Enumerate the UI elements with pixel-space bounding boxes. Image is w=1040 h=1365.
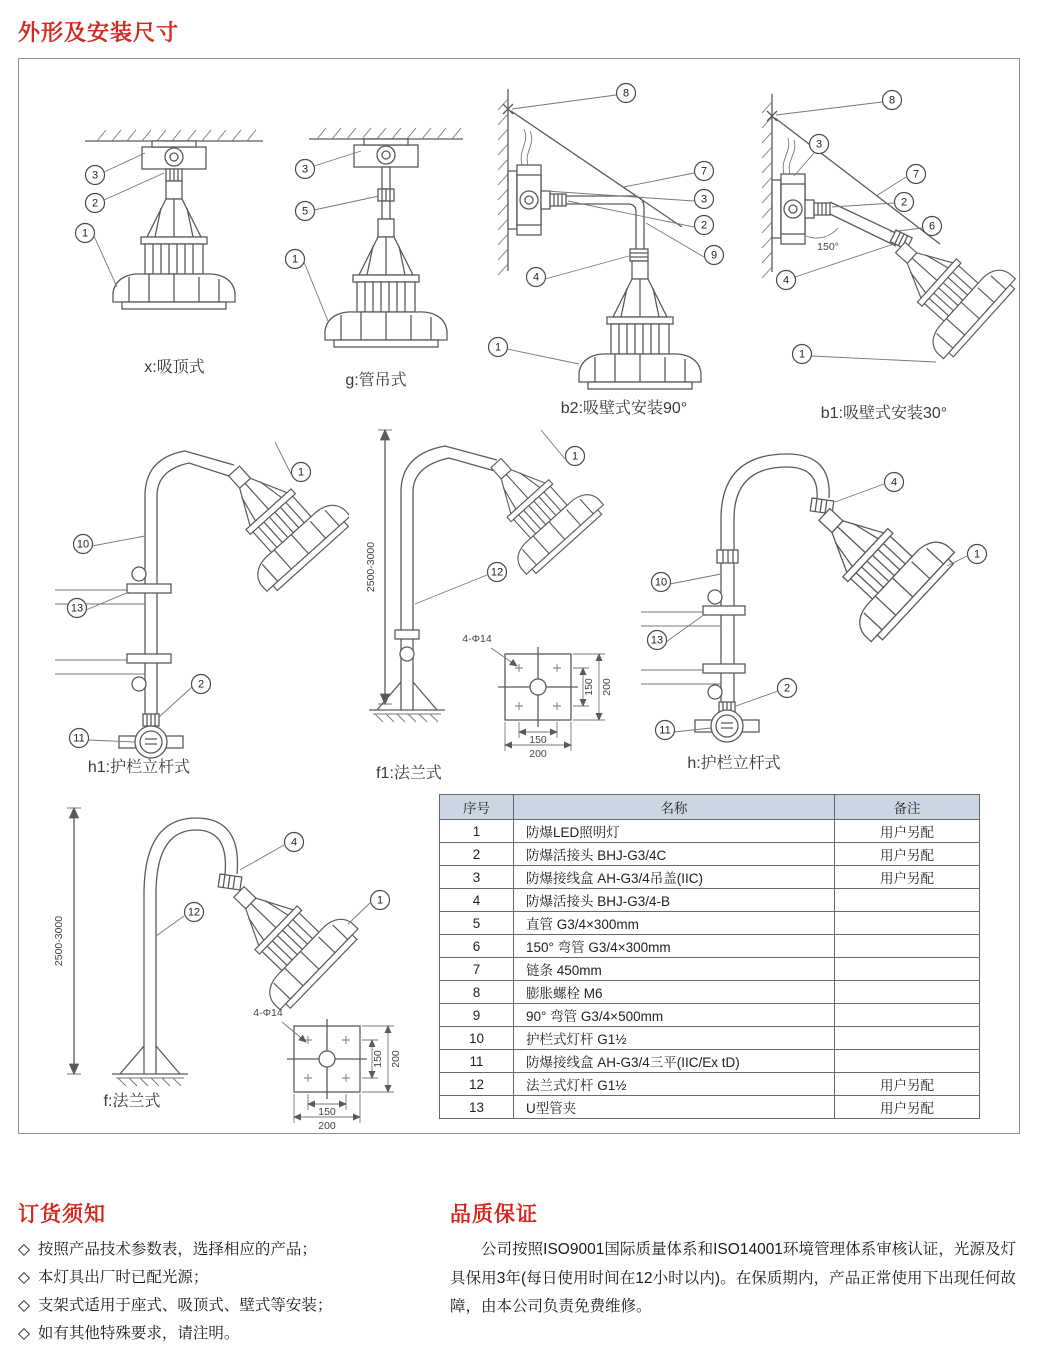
table-row [440,981,980,1004]
table-row [440,889,980,912]
junction-box-drawing [772,174,814,244]
cell-note [835,889,980,912]
list-item [18,1264,332,1292]
flange-detail [253,1007,402,1132]
callout [296,151,362,179]
table-row [440,958,980,981]
diagram-b1-drawing [744,84,1024,406]
svg-text:4: 4 [290,836,298,849]
cell-note [835,1050,980,1073]
hole-label: 4-Φ14 [462,633,492,645]
union-drawing [550,194,566,206]
lamp-drawing [192,433,349,596]
cell-note [835,1027,980,1050]
angle-label: 150° [817,241,839,253]
diagram-caption: f1:法兰式 [376,765,442,782]
dim-150: 150 [529,734,547,746]
cell-no: 4 [440,889,514,912]
quality-title: 品质保证 [450,1203,538,1226]
callout [76,224,118,288]
cell-name: 法兰式灯杆 G1½ [514,1073,835,1096]
cell-no: 6 [440,935,514,958]
svg-text:12: 12 [490,566,504,579]
diamond-bullet-icon: ◇ [18,1241,30,1258]
svg-text:2: 2 [700,219,708,232]
list-item-text: 按照产品技术参数表，选择相应的产品； [37,1241,317,1258]
svg-text:3: 3 [301,163,309,176]
callout [348,891,390,925]
cell-no: 5 [440,912,514,935]
diagram-f-drawing [44,794,424,1134]
callout [68,592,130,618]
callout [652,573,722,592]
svg-text:8: 8 [622,87,630,100]
dim-200: 200 [601,678,613,696]
svg-text:10: 10 [654,576,668,589]
svg-text:7: 7 [912,168,920,181]
cell-note: 用户另配 [835,820,980,843]
table-row [440,1096,980,1119]
lamp-drawing [325,219,447,347]
cell-note [835,958,980,981]
parts-table [439,794,980,1119]
svg-text:6: 6 [928,220,936,233]
cell-name: 90° 弯管 G3/4×500mm [514,1004,835,1027]
diagram-g-drawing [271,111,481,383]
callout [876,165,926,197]
cell-note: 用户另配 [835,1096,980,1119]
lamp-drawing [113,181,235,309]
diagram-caption: h:护栏立杆式 [687,755,781,772]
junction-box-drawing [142,141,206,169]
cell-name: 链条 450mm [514,958,835,981]
table-header-row [440,795,980,820]
callout [74,535,146,554]
page-title: 外形及安装尺寸 [18,20,180,45]
list-item [18,1320,332,1348]
callout [947,545,987,567]
col-header-no: 序号 [440,795,514,820]
callout [489,338,580,365]
col-header-note: 备注 [835,795,980,820]
diagram-caption: h1:护栏立杆式 [87,759,191,776]
svg-text:12: 12 [187,906,201,919]
svg-text:11: 11 [659,724,671,737]
callout [835,473,904,503]
union-drawing [166,169,182,181]
cell-no: 13 [440,1096,514,1119]
diagram-caption: b2:吸壁式安装90° [560,400,688,417]
cell-no: 7 [440,958,514,981]
cell-name: 150° 弯管 G3/4×300mm [514,935,835,958]
diagram-h1-guardrail-pole [49,424,349,784]
junction-box-drawing [354,139,418,167]
lamp-drawing [783,470,960,647]
table-row [440,1027,980,1050]
height-dimension: 2500-3000 [53,915,65,967]
svg-text:4: 4 [890,476,898,489]
callout [275,442,311,482]
ordering-list [18,1236,332,1348]
callout [415,563,507,605]
cell-name: 防爆接线盒 AH-G3/4三平(IIC/Ex tD) [514,1050,835,1073]
cell-note: 用户另配 [835,1073,980,1096]
callout [624,162,714,188]
diagram-x-ceiling-mount [57,111,287,381]
callout [86,153,146,185]
diagram-h1-drawing [49,424,349,762]
cell-no: 12 [440,1073,514,1096]
callout [776,91,902,116]
cell-note [835,935,980,958]
union-drawing [143,714,159,726]
union-drawing [814,203,830,215]
svg-text:13: 13 [70,602,84,615]
cell-name: 护栏式灯杆 G1½ [514,1027,835,1050]
table-row [440,912,980,935]
svg-text:7: 7 [700,165,708,178]
callout [159,675,211,718]
svg-text:3: 3 [815,138,823,151]
table-row [440,820,980,843]
diagram-f-flange-gooseneck [44,794,424,1134]
cell-note [835,1004,980,1027]
svg-text:4: 4 [532,271,540,284]
table-row [440,1073,980,1096]
svg-text:1: 1 [376,894,384,907]
table-row [440,866,980,889]
cell-no: 8 [440,981,514,1004]
lamp-drawing [458,428,608,578]
svg-text:1: 1 [81,227,89,240]
col-header-name: 名称 [514,795,835,820]
quality-body: 公司按照ISO9001国际质量体系和ISO14001环境管理体系审核认证，光源及灯具保用3年(每日使用时间在12小时以内)。在保质期内，产品正常使用下出现任何故障，由本公司负责免费维修。 [450,1241,1016,1315]
svg-text:10: 10 [76,538,90,551]
cell-no: 10 [440,1027,514,1050]
callout [793,345,937,364]
svg-text:1: 1 [571,450,579,463]
drawings-panel [18,58,1020,1134]
diagram-b2-drawing [474,79,774,401]
callout [527,256,630,287]
diagram-f1-drawing [349,414,649,766]
svg-text:8: 8 [888,94,896,107]
svg-text:4: 4 [782,274,790,287]
dim-200: 200 [390,1050,402,1068]
svg-text:2: 2 [900,196,908,209]
svg-text:11: 11 [73,732,85,745]
cell-no: 2 [440,843,514,866]
callout [736,679,797,707]
callout [541,430,585,466]
height-dimension: 2500-3000 [365,541,377,593]
table-row [440,1004,980,1027]
callout [568,201,714,235]
cell-name: 防爆活接头 BHJ-G3/4C [514,843,835,866]
cell-no: 11 [440,1050,514,1073]
diagram-caption: f:法兰式 [103,1093,161,1110]
callout [512,84,636,110]
cell-name: 防爆LED照明灯 [514,820,835,843]
svg-text:2: 2 [91,197,99,210]
svg-text:1: 1 [291,253,299,266]
callout [648,614,706,650]
svg-text:1: 1 [798,348,806,361]
svg-text:1: 1 [973,548,981,561]
lamp-drawing [864,208,1020,363]
diagram-f1-flange-pole [349,414,649,789]
table-row [440,935,980,958]
cell-note: 用户另配 [835,866,980,889]
cell-note [835,912,980,935]
list-item [18,1292,332,1320]
junction-box-drawing [508,165,550,235]
dim-200: 200 [318,1120,336,1132]
diamond-bullet-icon: ◇ [18,1269,30,1286]
svg-text:3: 3 [91,169,99,182]
diagram-h-guardrail-gooseneck [639,424,1019,779]
callout [296,196,380,221]
svg-text:1: 1 [297,466,305,479]
diamond-bullet-icon: ◇ [18,1297,30,1314]
junction-box-drawing [695,710,759,742]
list-item [18,1236,332,1264]
cell-note [835,981,980,1004]
callout [546,190,714,209]
cell-note: 用户另配 [835,843,980,866]
diagram-b1-wall-mount-30 [744,84,1024,429]
diagram-h-drawing [639,424,1019,746]
list-item-text: 如有其他特殊要求，请注明。 [37,1325,240,1342]
cell-name: 膨胀螺栓 M6 [514,981,835,1004]
union-drawing [378,189,394,201]
table-row [440,843,980,866]
diagram-caption: x:吸顶式 [144,359,205,376]
diagram-x-drawing [57,111,287,351]
dim-150: 150 [318,1106,336,1118]
svg-text:1: 1 [494,341,502,354]
svg-text:2: 2 [197,678,205,691]
diagram-caption: b1:吸壁式安装30° [820,405,948,422]
callout [156,903,204,937]
dim-150: 150 [372,1050,384,1068]
flange-detail [462,633,613,760]
ordering-title: 订货须知 [18,1203,106,1226]
callout [240,833,304,871]
cell-name: 直管 G3/4×300mm [514,912,835,935]
diamond-bullet-icon: ◇ [18,1325,30,1342]
cell-name: U型管夹 [514,1096,835,1119]
svg-text:13: 13 [650,634,664,647]
hole-label: 4-Φ14 [253,1007,283,1019]
cell-name: 防爆活接头 BHJ-G3/4-B [514,889,835,912]
diagram-caption: g:管吊式 [345,372,407,389]
cell-no: 3 [440,866,514,889]
list-item-text: 支架式适用于座式、吸顶式、壁式等安装； [37,1297,333,1314]
svg-text:2: 2 [783,682,791,695]
dim-200: 200 [529,748,547,760]
diagram-g-pendant-mount [271,111,481,396]
diagram-b2-wall-mount-90 [474,79,774,424]
cell-no: 9 [440,1004,514,1027]
svg-text:9: 9 [710,249,718,262]
svg-text:3: 3 [700,193,708,206]
list-item-text: 本灯具出厂时已配光源； [37,1269,209,1286]
cell-name: 防爆接线盒 AH-G3/4吊盖(IIC) [514,866,835,889]
svg-text:5: 5 [301,205,309,218]
cell-no: 1 [440,820,514,843]
table-row [440,1050,980,1073]
lamp-drawing [579,261,701,389]
callout [286,250,329,322]
dim-150: 150 [583,678,595,696]
